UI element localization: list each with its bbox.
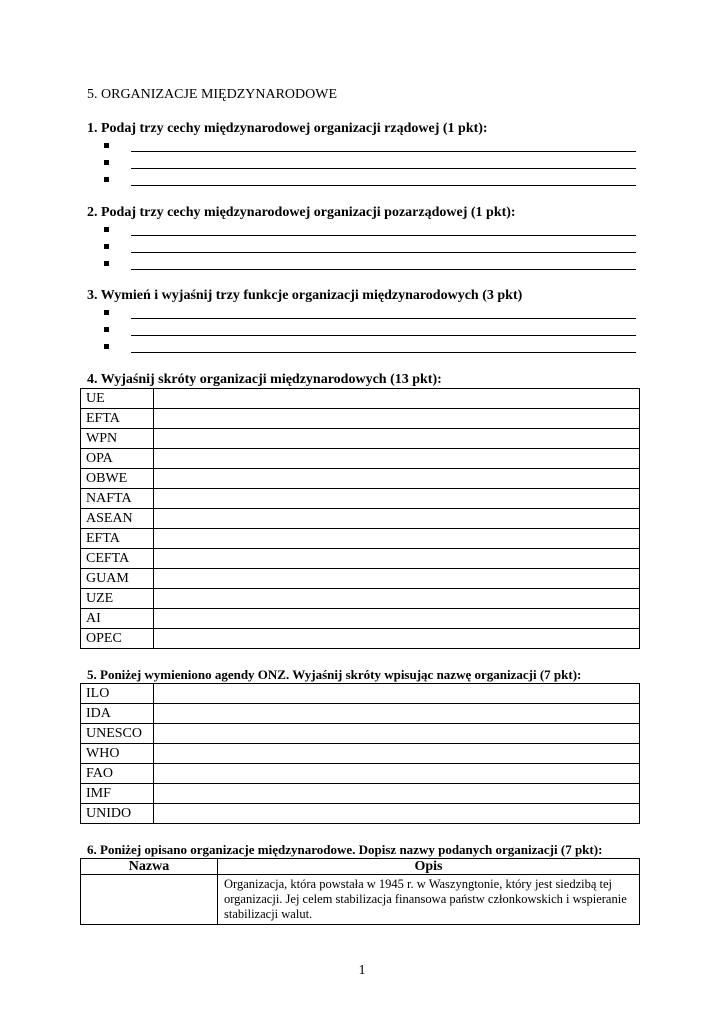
table-row xyxy=(81,469,640,489)
section-title: 5. ORGANIZACJE MIĘDZYNARODOWE xyxy=(87,87,338,102)
column-header-description: Opis xyxy=(218,859,640,875)
bullet-icon xyxy=(104,160,109,165)
question-3-title: 3. Wymień i wyjaśnij trzy funkcje organizacji międzynarodowych (3 pkt) xyxy=(87,288,523,303)
description-cell: Organizacja, która powstała w 1945 r. w Waszyngtonie, który jest siedzibą tej organizacji. Jej celem stabilizacja finansowa państw członkowskich i wspieranie stabilizacji walut. xyxy=(218,875,640,925)
bullet-icon xyxy=(104,227,109,232)
answer-cell[interactable] xyxy=(154,804,640,824)
abbr-cell: UZE xyxy=(81,589,154,609)
page-number: 1 xyxy=(358,963,366,978)
abbr-cell: EFTA xyxy=(81,409,154,429)
table-row xyxy=(81,489,640,509)
table-row xyxy=(81,764,640,784)
table-row xyxy=(81,744,640,764)
table-row xyxy=(81,804,640,824)
question-4-title: 4. Wyjaśnij skróty organizacji międzynarodowych (13 pkt): xyxy=(87,372,442,387)
question-1-answer-lines xyxy=(104,139,636,190)
bullet-icon xyxy=(104,261,109,266)
table-row xyxy=(81,704,640,724)
answer-cell[interactable] xyxy=(154,409,640,429)
abbr-cell: CEFTA xyxy=(81,549,154,569)
abbr-cell: IDA xyxy=(81,704,154,724)
bullet-icon xyxy=(104,244,109,249)
abbr-cell: NAFTA xyxy=(81,489,154,509)
answer-line[interactable] xyxy=(104,257,636,274)
column-header-name: Nazwa xyxy=(81,859,218,875)
answer-cell[interactable] xyxy=(154,389,640,409)
abbr-cell: EFTA xyxy=(81,529,154,549)
answer-cell[interactable] xyxy=(154,629,640,649)
answer-cell[interactable] xyxy=(154,724,640,744)
bullet-icon xyxy=(104,310,109,315)
abbr-cell: UNESCO xyxy=(81,724,154,744)
answer-cell[interactable] xyxy=(154,429,640,449)
bullet-icon xyxy=(104,177,109,182)
abbr-cell: GUAM xyxy=(81,569,154,589)
answer-cell[interactable] xyxy=(154,509,640,529)
abbr-cell: OPA xyxy=(81,449,154,469)
table-row xyxy=(81,684,640,704)
answer-line[interactable] xyxy=(104,156,636,173)
bullet-icon xyxy=(104,143,109,148)
answer-line[interactable] xyxy=(104,223,636,240)
answer-cell[interactable] xyxy=(154,529,640,549)
table-row xyxy=(81,784,640,804)
abbr-cell: OBWE xyxy=(81,469,154,489)
abbr-cell: WPN xyxy=(81,429,154,449)
answer-cell[interactable] xyxy=(154,744,640,764)
bullet-icon xyxy=(104,344,109,349)
table-row xyxy=(81,409,640,429)
table-header-row xyxy=(81,859,640,875)
un-agencies-table xyxy=(80,683,640,824)
question-2-answer-lines xyxy=(104,223,636,274)
abbr-cell: ASEAN xyxy=(81,509,154,529)
abbr-cell: ILO xyxy=(81,684,154,704)
abbr-cell: UE xyxy=(81,389,154,409)
table-row xyxy=(81,569,640,589)
answer-cell[interactable] xyxy=(154,589,640,609)
answer-line[interactable] xyxy=(104,306,636,323)
answer-cell[interactable] xyxy=(154,764,640,784)
answer-line[interactable] xyxy=(104,173,636,190)
abbr-cell: FAO xyxy=(81,764,154,784)
table-row xyxy=(81,549,640,569)
answer-cell[interactable] xyxy=(154,469,640,489)
answer-cell[interactable] xyxy=(154,704,640,724)
abbr-cell: OPEC xyxy=(81,629,154,649)
question-5-title: 5. Poniżej wymieniono agendy ONZ. Wyjaśnij skróty wpisując nazwę organizacji (7 pkt): xyxy=(87,667,582,682)
table-row xyxy=(81,449,640,469)
abbr-cell: AI xyxy=(81,609,154,629)
abbr-cell: UNIDO xyxy=(81,804,154,824)
table-row xyxy=(81,589,640,609)
abbr-cell: WHO xyxy=(81,744,154,764)
table-row xyxy=(81,629,640,649)
abbreviations-table xyxy=(80,388,640,649)
answer-cell[interactable] xyxy=(154,569,640,589)
bullet-icon xyxy=(104,327,109,332)
name-answer-cell[interactable] xyxy=(81,875,218,925)
abbr-cell: IMF xyxy=(81,784,154,804)
answer-line[interactable] xyxy=(104,240,636,257)
answer-cell[interactable] xyxy=(154,609,640,629)
question-6-title: 6. Poniżej opisano organizacje międzynarodowe. Dopisz nazwy podanych organizacji (7 pkt): xyxy=(87,842,603,857)
answer-cell[interactable] xyxy=(154,784,640,804)
table-row xyxy=(81,429,640,449)
table-row xyxy=(81,529,640,549)
answer-line[interactable] xyxy=(104,340,636,357)
answer-line[interactable] xyxy=(104,323,636,340)
answer-cell[interactable] xyxy=(154,684,640,704)
answer-line[interactable] xyxy=(104,139,636,156)
question-1-title: 1. Podaj trzy cechy międzynarodowej organizacji rządowej (1 pkt): xyxy=(87,121,488,136)
answer-cell[interactable] xyxy=(154,449,640,469)
answer-cell[interactable] xyxy=(154,549,640,569)
question-3-answer-lines xyxy=(104,306,636,357)
answer-cell[interactable] xyxy=(154,489,640,509)
table-row xyxy=(81,609,640,629)
table-row xyxy=(81,389,640,409)
table-row xyxy=(81,724,640,744)
question-2-title: 2. Podaj trzy cechy międzynarodowej organizacji pozarządowej (1 pkt): xyxy=(87,205,516,220)
table-row xyxy=(81,875,640,925)
table-row xyxy=(81,509,640,529)
organizations-description-table xyxy=(80,858,640,925)
